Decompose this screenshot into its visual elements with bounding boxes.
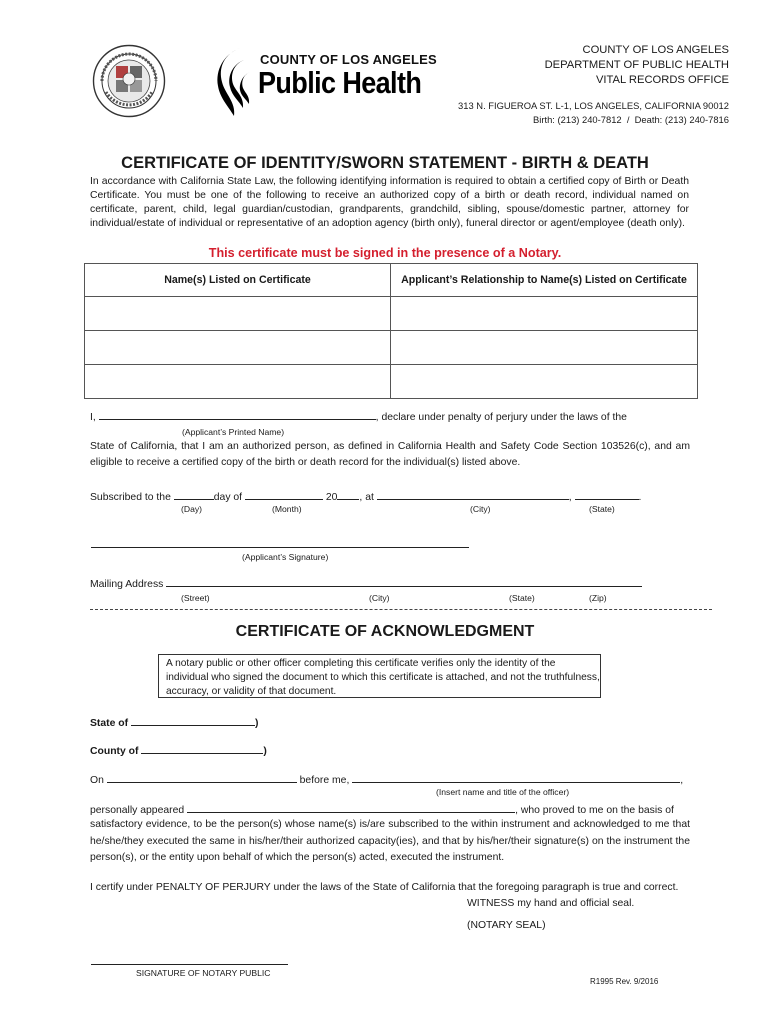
ack-title: CERTIFICATE OF ACKNOWLEDGMENT: [235, 623, 535, 640]
table-header-names: Name(s) Listed on Certificate: [85, 264, 391, 297]
table-row: [85, 331, 698, 365]
name-cell-3[interactable]: [85, 365, 391, 399]
declare-prefix: I,: [90, 412, 96, 423]
applicant-signature-field[interactable]: [91, 547, 469, 548]
cut-line-divider: [90, 609, 712, 610]
subscribed-line: [90, 488, 641, 505]
on-label: On: [90, 775, 104, 786]
day-field[interactable]: [174, 488, 214, 500]
certify-statement: I certify under PENALTY OF PERJURY under the laws of the State of California that the foregoing paragraph is true and correct.: [90, 882, 679, 893]
caption-month: (Month): [272, 504, 302, 514]
printed-name-caption: (Applicant’s Printed Name): [182, 427, 285, 437]
year-field[interactable]: [337, 488, 359, 500]
name-cell-2[interactable]: [85, 331, 391, 365]
table-row: [85, 365, 698, 399]
caption-state: (State): [589, 504, 615, 514]
notary-signature-field[interactable]: [91, 964, 288, 965]
caption-day: (Day): [181, 504, 203, 514]
ack-county-field[interactable]: [141, 742, 263, 754]
mailing-address-field[interactable]: [166, 575, 642, 587]
mailing-address-line: [90, 575, 642, 592]
table-header-relationship: Applicant’s Relationship to Name(s) Listed on Certificate: [391, 264, 698, 297]
state-field[interactable]: [575, 488, 639, 500]
subscribed-label: Subscribed to the: [90, 492, 171, 503]
appeared-name-field[interactable]: [187, 801, 515, 813]
ack-body: satisfactory evidence, to be the person(s) whose name(s) is/are subscribed to the within instrument and acknowledged to me that he/she/they executed the same in his/her/their authorized capacity(ies), and that by his/her/their signature(s) on the instrument the person(s), or the entity upon behalf of which the person(s) acted, executed the instrument.: [90, 819, 690, 863]
org-address: 313 N. FIGUEROA ST. L-1, LOS ANGELES, CALIFORNIA 90012: [458, 100, 729, 111]
org-line-county: COUNTY OF LOS ANGELES: [582, 44, 729, 56]
year-prefix: 20: [325, 492, 338, 503]
ack-date-field[interactable]: [107, 771, 297, 783]
declaration-line: [90, 408, 627, 425]
org-line-department: DEPARTMENT OF PUBLIC HEALTH: [544, 59, 729, 71]
who-proved-label: , who proved to me on the basis of: [515, 805, 674, 816]
county-of-label: County of: [90, 746, 139, 757]
caption-city-2: (City): [369, 593, 390, 603]
caption-street: (Street): [181, 593, 210, 603]
ack-notice-box: A notary public or other officer completing this certificate verifies only the identity of the individual who signed the document to which this certificate is attached, and not the truthfulness, accuracy, or validity of that document.: [158, 654, 601, 698]
comma: ,: [568, 492, 572, 503]
notary-seal-label: (NOTARY SEAL): [467, 920, 546, 931]
paren-close: ): [263, 746, 267, 757]
officer-name-field[interactable]: [352, 771, 680, 783]
state-of-label: State of: [90, 718, 129, 729]
personally-appeared-label: personally appeared: [90, 805, 185, 816]
period: .: [638, 492, 642, 503]
county-of-line: [90, 742, 267, 759]
day-of-label: day of: [213, 492, 243, 503]
declare-suffix: , declare under penalty of perjury under the laws of the: [375, 412, 627, 423]
table-row: [85, 297, 698, 331]
intro-paragraph: In accordance with California State Law, the following identifying information is required to obtain a certified copy of Birth or Death Certificate. You must be one of the following to receive an authorized copy of a birth or death record, individual named on certificate, parent, child, legal guardian/custodian, grandparents, grandchild, sibling, spouse/domestic partner, attorney for individual/estate of individual or representative of an adoption agency (birth only), funeral director or agent/employee (death only).: [90, 176, 689, 229]
state-of-line: [90, 714, 258, 731]
relationship-cell-3[interactable]: [391, 365, 698, 399]
city-field[interactable]: [377, 488, 569, 500]
caption-city: (City): [470, 504, 491, 514]
paren-close: ): [255, 718, 259, 729]
logo-county-text: COUNTY OF LOS ANGELES: [260, 52, 437, 67]
county-seal-logo: [92, 44, 166, 118]
revision-label: R1995 Rev. 9/2016: [590, 977, 659, 986]
applicant-printed-name-field[interactable]: [99, 408, 376, 420]
officer-caption: (Insert name and title of the officer): [436, 787, 570, 797]
mailing-label: Mailing Address: [90, 579, 164, 590]
name-cell-1[interactable]: [85, 297, 391, 331]
org-phones: Birth: (213) 240-7812 / Death: (213) 240-7816: [533, 114, 729, 125]
relationship-cell-2[interactable]: [391, 331, 698, 365]
before-me-label: before me,: [299, 775, 350, 786]
names-table: [84, 263, 698, 399]
month-field[interactable]: [245, 488, 323, 500]
personally-appeared-line: [90, 801, 674, 818]
form-title: CERTIFICATE OF IDENTITY/SWORN STATEMENT - BIRTH & DEATH: [121, 154, 649, 172]
signature-caption: (Applicant’s Signature): [242, 552, 329, 562]
ack-state-field[interactable]: [131, 714, 255, 726]
caption-state-2: (State): [509, 593, 535, 603]
notary-warning: This certificate must be signed in the presence of a Notary.: [208, 246, 562, 260]
witness-statement: WITNESS my hand and official seal.: [467, 898, 635, 909]
org-line-office: VITAL RECORDS OFFICE: [595, 74, 729, 86]
logo-public-health-text: Public Health: [258, 66, 422, 100]
on-before-line: [90, 771, 683, 788]
caption-zip: (Zip): [589, 593, 607, 603]
public-health-logo-mark: [214, 46, 258, 118]
notary-signature-caption: SIGNATURE OF NOTARY PUBLIC: [136, 968, 271, 978]
at-label: , at: [359, 492, 374, 503]
comma: ,: [680, 775, 684, 786]
relationship-cell-1[interactable]: [391, 297, 698, 331]
declaration-body: State of California, that I am an authorized person, as defined in California Health and Safety Code Section 103526(c), and am eligible to receive a certified copy of the birth or death record for the individual(s) listed above.: [90, 441, 690, 468]
